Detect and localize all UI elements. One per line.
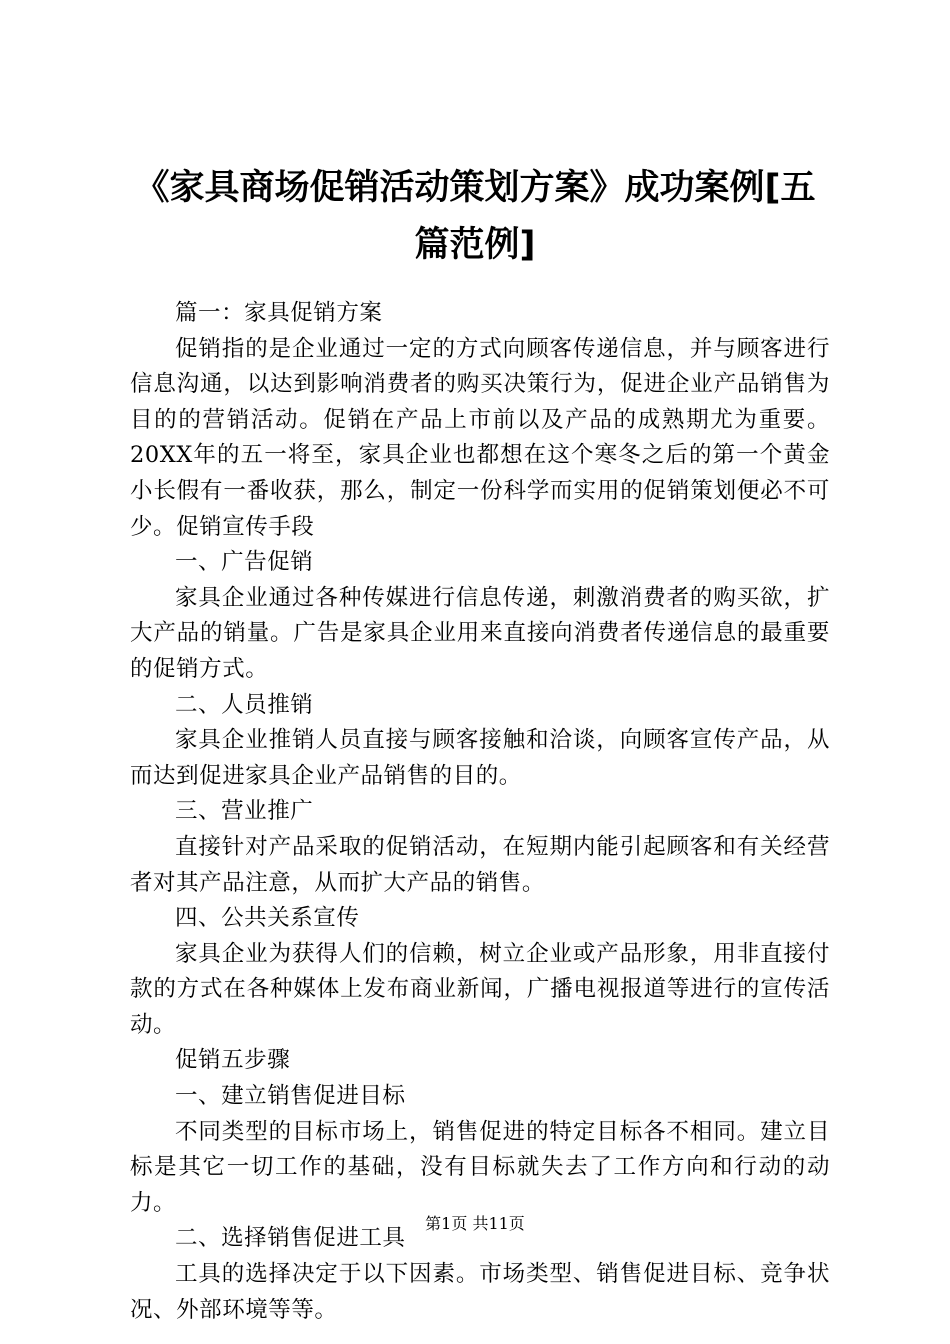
subheading: 促销五步骤 [175,1047,291,1074]
document-title: 《家具商场促销活动策划方案》成功案例[五篇范例] [134,168,816,265]
subheading: 一、建立销售促进目标 [175,1083,406,1110]
paragraph: 工具的选择决定于以下因素。市场类型、销售促进目标、竞争状况、外部环境等等。 [130,1261,830,1323]
subheading: 一、广告促销 [175,549,314,576]
subheading: 二、选择销售促进工具 [175,1225,406,1252]
subheading: 二、人员推销 [175,691,314,718]
section-heading: 篇一：家具促销方案 [175,300,383,326]
document-body [130,296,830,1328]
page-number-footer: 第1页 共11页 [425,1214,525,1233]
subheading: 四、公共关系宣传 [175,905,360,932]
subheading: 三、营业推广 [175,798,314,825]
paragraph: 直接针对产品采取的促销活动，在短期内能引起顾客和有关经营者对其产品注意，从而扩大产品的销售。 [130,833,830,896]
paragraph: 不同类型的目标市场上，销售促进的特定目标各不相同。建立目标是其它一切工作的基础，没有目标就失去了工作方向和行动的动力。 [130,1118,830,1216]
paragraph: 家具企业通过各种传媒进行信息传递，刺激消费者的购买欲，扩大产品的销量。广告是家具企业用来直接向消费者传递信息的最重要的促销方式。 [130,584,830,682]
paragraph: 家具企业推销人员直接与顾客接触和洽谈，向顾客宣传产品，从而达到促进家具企业产品销售的目的。 [130,727,830,789]
paragraph: 促销指的是企业通过一定的方式向顾客传递信息，并与顾客进行信息沟通，以达到影响消费者的购买决策行为，促进企业产品销售为目的的营销活动。促销在产品上市前以及产品的成熟期尤为重要。20XX年的五一将至，家具企业也都想在这个寒冬之后的第一个黄金小长假有一番收获，那么，制定一份科学而实用的促销策划便必不可少。促销宣传手段 [130,335,830,540]
paragraph: 家具企业为获得人们的信赖，树立企业或产品形象，用非直接付款的方式在各种媒体上发布商业新闻，广播电视报道等进行的宣传活动。 [130,940,830,1038]
